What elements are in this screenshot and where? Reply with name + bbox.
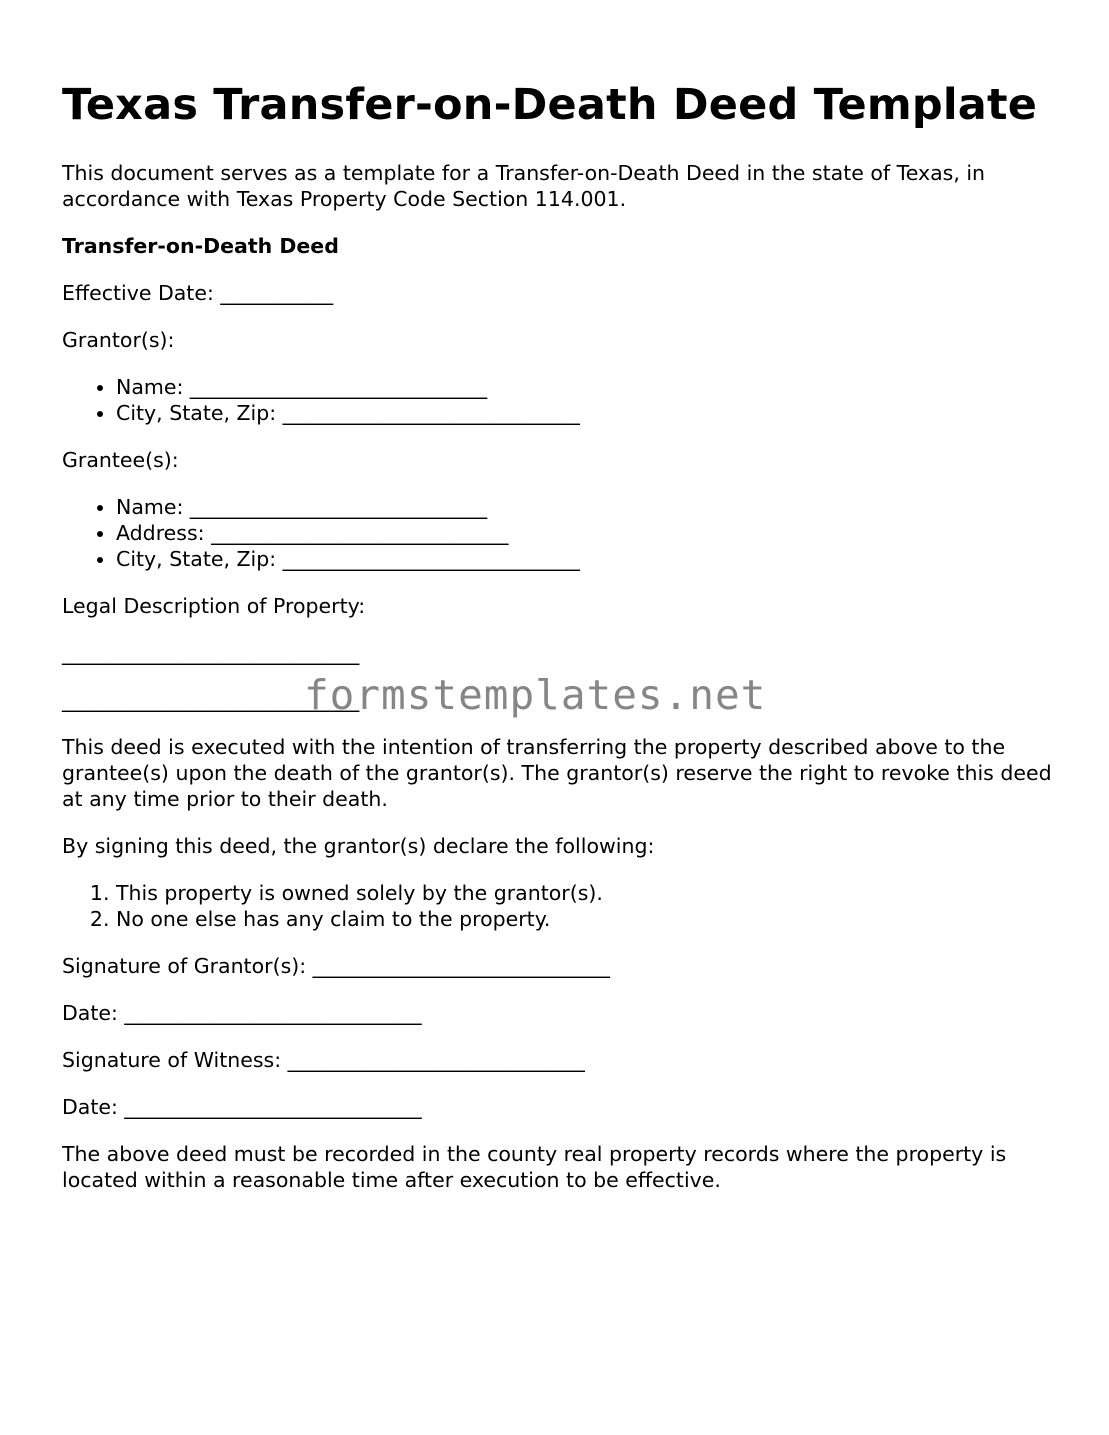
document-page xyxy=(62,0,1062,1193)
execution-paragraph: This deed is executed with the intention of transferring the property described above to the grantee(s) upon the death of the grantor(s). The grantor(s) reserve the right to revoke this deed at any time prior to their death. xyxy=(62,735,1052,811)
witness-signature-field: Signature of Witness: _____________________________ xyxy=(62,1048,585,1072)
grantees-label: Grantee(s): xyxy=(62,448,179,472)
legal-description-line-2-row xyxy=(62,671,1062,719)
intro-paragraph: This document serves as a template for a Transfer-on-Death Deed in the state of Texas, in accordance with Texas Property Code Section 114.001. xyxy=(62,161,986,211)
grantors-label: Grantor(s): xyxy=(62,328,175,352)
document-title: Texas Transfer-on-Death Deed Template xyxy=(62,80,1038,130)
declaration-item-2: 2. No one else has any claim to the property. xyxy=(116,906,1062,932)
legal-description-line-2: _____________________________ xyxy=(62,688,360,712)
watermark: formstemplates.net xyxy=(304,671,767,719)
witness-date-field: Date: _____________________________ xyxy=(62,1095,422,1119)
declaration-intro: By signing this deed, the grantor(s) declare the following: xyxy=(62,834,655,858)
grantor-signature-field: Signature of Grantor(s): _____________________________ xyxy=(62,954,610,978)
grantors-list xyxy=(62,374,1062,426)
effective-date-field: Effective Date: ___________ xyxy=(62,281,334,305)
grantor-date-field: Date: _____________________________ xyxy=(62,1001,422,1025)
grantee-city-state-zip-field: • City, State, Zip: _____________________________ xyxy=(116,546,1062,572)
grantees-list xyxy=(62,494,1062,572)
legal-description-line-1: _____________________________ xyxy=(62,641,360,665)
grantor-city-state-zip-field: • City, State, Zip: _____________________________ xyxy=(116,400,1062,426)
grantee-address-field: • Address: _____________________________ xyxy=(116,520,1062,546)
legal-description-label: Legal Description of Property: xyxy=(62,594,366,618)
recording-note: The above deed must be recorded in the county real property records where the property is located within a reasonable time after execution to be effective. xyxy=(62,1142,1007,1192)
grantor-name-field: • Name: _____________________________ xyxy=(116,374,1062,400)
deed-subheading: Transfer-on-Death Deed xyxy=(62,234,339,258)
declaration-item-1: 1. This property is owned solely by the grantor(s). xyxy=(116,880,1062,906)
declarations-list xyxy=(62,880,1062,932)
grantee-name-field: • Name: _____________________________ xyxy=(116,494,1062,520)
